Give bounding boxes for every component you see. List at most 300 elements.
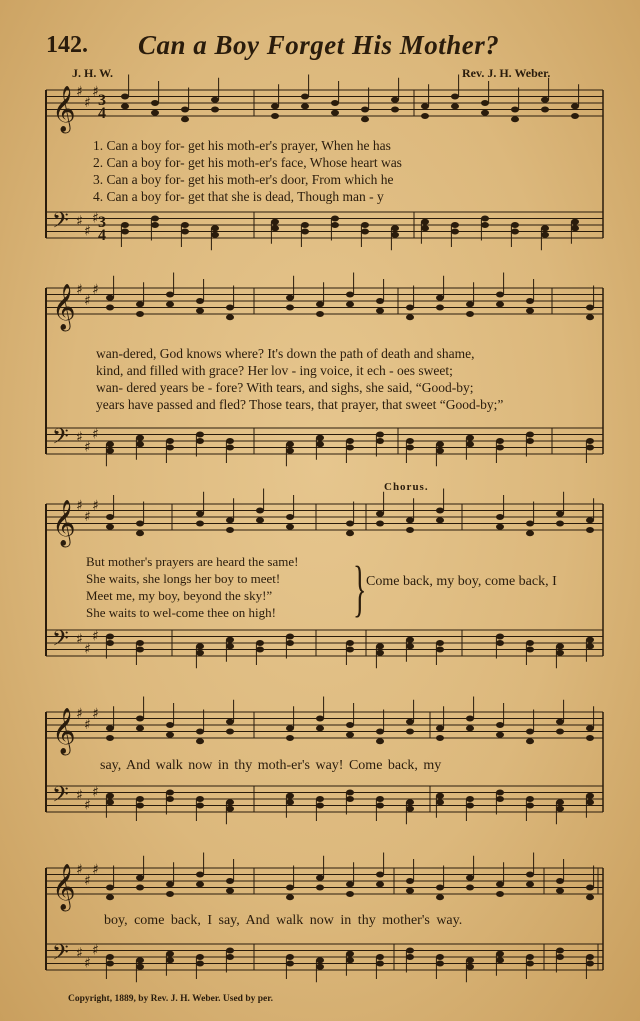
- note-head: [526, 961, 534, 967]
- note-head: [481, 222, 489, 228]
- chorus-label: Chorus.: [384, 481, 429, 493]
- note-head: [166, 292, 174, 298]
- note-head: [211, 225, 219, 231]
- sharp-icon: ♯: [92, 784, 99, 801]
- note-head: [466, 441, 474, 447]
- note-head: [421, 113, 429, 119]
- bass-clef-icon: 𝄢: [52, 940, 69, 971]
- note-head: [556, 806, 564, 812]
- verse-2-line-2: kind, and filled with grace? Her lov - ing voice, it ech - oes sweet;: [96, 363, 453, 378]
- note-head: [226, 878, 234, 884]
- sharp-icon: ♯: [84, 797, 91, 814]
- note-head: [406, 729, 414, 735]
- note-head: [466, 875, 474, 881]
- note-head: [376, 511, 384, 517]
- note-head: [466, 885, 474, 891]
- note-head: [376, 803, 384, 809]
- note-head: [106, 725, 114, 731]
- note-head: [181, 222, 189, 228]
- chorus-line-3: boy, come back, I say, And walk now in thy mother's way.: [104, 913, 463, 928]
- note-head: [196, 643, 204, 649]
- treble-clef-icon: 𝄞: [52, 864, 76, 910]
- note-head: [106, 295, 114, 301]
- note-head: [346, 790, 354, 796]
- verse-3-line-2: wan- dered years be - fore? With tears, and sighs, she said, “Good-by;: [96, 380, 474, 395]
- note-head: [526, 803, 534, 809]
- note-head: [361, 116, 369, 122]
- note-head: [421, 219, 429, 225]
- sharp-icon: ♯: [76, 429, 83, 446]
- note-head: [586, 961, 594, 967]
- note-head: [331, 100, 339, 106]
- note-head: [346, 292, 354, 298]
- note-head: [196, 511, 204, 517]
- note-head: [136, 521, 144, 527]
- sharp-icon: ♯: [92, 426, 99, 443]
- note-head: [136, 796, 144, 802]
- sharp-icon: ♯: [84, 641, 91, 658]
- note-head: [346, 445, 354, 451]
- note-head: [466, 301, 474, 307]
- note-head: [571, 103, 579, 109]
- note-head: [331, 110, 339, 116]
- note-head: [466, 725, 474, 731]
- note-head: [286, 725, 294, 731]
- note-head: [316, 875, 324, 881]
- note-head: [496, 951, 504, 957]
- bass-clef-icon: 𝄢: [52, 782, 69, 813]
- note-head: [196, 961, 204, 967]
- verse-brace: }: [353, 555, 367, 623]
- note-head: [436, 961, 444, 967]
- note-head: [301, 103, 309, 109]
- note-head: [586, 445, 594, 451]
- note-head: [406, 806, 414, 812]
- note-head: [316, 803, 324, 809]
- note-head: [316, 725, 324, 731]
- note-head: [166, 301, 174, 307]
- note-head: [586, 517, 594, 523]
- note-head: [196, 432, 204, 438]
- sharp-icon: ♯: [84, 716, 91, 733]
- note-head: [286, 894, 294, 900]
- note-head: [271, 113, 279, 119]
- note-head: [286, 799, 294, 805]
- note-head: [136, 885, 144, 891]
- note-head: [286, 448, 294, 454]
- note-head: [196, 521, 204, 527]
- note-head: [406, 517, 414, 523]
- note-head: [496, 634, 504, 640]
- note-head: [496, 790, 504, 796]
- note-head: [526, 438, 534, 444]
- note-head: [166, 881, 174, 887]
- note-head: [556, 729, 564, 735]
- note-head: [376, 432, 384, 438]
- note-head: [466, 311, 474, 317]
- note-head: [526, 796, 534, 802]
- note-head: [256, 640, 264, 646]
- sharp-icon: ♯: [84, 439, 91, 456]
- note-head: [376, 796, 384, 802]
- note-head: [586, 885, 594, 891]
- sharp-icon: ♯: [92, 705, 99, 722]
- note-head: [526, 521, 534, 527]
- note-head: [346, 647, 354, 653]
- note-head: [196, 954, 204, 960]
- verse-2-line-1: 2. Can a boy for- get his moth-er's face, Whose heart was: [93, 155, 402, 170]
- note-head: [346, 881, 354, 887]
- note-head: [211, 232, 219, 238]
- note-head: [571, 225, 579, 231]
- note-head: [106, 735, 114, 741]
- note-head: [121, 103, 129, 109]
- note-head: [106, 634, 114, 640]
- note-head: [196, 438, 204, 444]
- note-head: [136, 647, 144, 653]
- note-head: [166, 790, 174, 796]
- note-head: [211, 107, 219, 113]
- note-head: [136, 301, 144, 307]
- note-head: [346, 796, 354, 802]
- note-head: [331, 216, 339, 222]
- note-head: [466, 957, 474, 963]
- chorus-line-1: Come back, my boy, come back, I: [366, 574, 557, 589]
- note-head: [346, 640, 354, 646]
- note-head: [106, 961, 114, 967]
- note-head: [346, 732, 354, 738]
- note-head: [406, 948, 414, 954]
- note-head: [511, 116, 519, 122]
- note-head: [196, 881, 204, 887]
- verse-4-line-2: years have passed and fled? Those tears, that prayer, that sweet “Good-by;”: [96, 397, 504, 412]
- note-head: [556, 719, 564, 725]
- note-head: [226, 517, 234, 523]
- note-head: [496, 891, 504, 897]
- note-head: [226, 954, 234, 960]
- note-head: [106, 441, 114, 447]
- sharp-icon: ♯: [76, 631, 83, 648]
- note-head: [106, 640, 114, 646]
- note-head: [316, 964, 324, 970]
- note-head: [556, 650, 564, 656]
- note-head: [391, 107, 399, 113]
- note-head: [496, 301, 504, 307]
- note-head: [436, 954, 444, 960]
- note-head: [286, 305, 294, 311]
- note-head: [316, 716, 324, 722]
- note-head: [286, 640, 294, 646]
- note-head: [316, 957, 324, 963]
- note-head: [481, 100, 489, 106]
- note-head: [136, 875, 144, 881]
- note-head: [526, 954, 534, 960]
- note-head: [451, 103, 459, 109]
- note-head: [496, 796, 504, 802]
- note-head: [346, 521, 354, 527]
- note-head: [256, 508, 264, 514]
- note-head: [436, 508, 444, 514]
- note-head: [496, 445, 504, 451]
- note-head: [526, 530, 534, 536]
- note-head: [421, 103, 429, 109]
- note-head: [556, 511, 564, 517]
- note-head: [301, 94, 309, 100]
- note-head: [271, 225, 279, 231]
- note-head: [496, 524, 504, 530]
- note-head: [196, 738, 204, 744]
- note-head: [466, 803, 474, 809]
- note-head: [136, 725, 144, 731]
- note-head: [436, 793, 444, 799]
- note-head: [226, 305, 234, 311]
- note-head: [376, 650, 384, 656]
- note-head: [376, 729, 384, 735]
- note-head: [466, 796, 474, 802]
- note-head: [496, 957, 504, 963]
- note-head: [106, 799, 114, 805]
- note-head: [226, 438, 234, 444]
- note-head: [541, 97, 549, 103]
- words-credit: J. H. W.: [72, 66, 114, 80]
- note-head: [421, 225, 429, 231]
- note-head: [436, 647, 444, 653]
- sharp-icon: ♯: [92, 497, 99, 514]
- note-head: [271, 103, 279, 109]
- note-head: [136, 441, 144, 447]
- note-head: [151, 216, 159, 222]
- note-head: [496, 514, 504, 520]
- note-head: [196, 729, 204, 735]
- note-head: [436, 448, 444, 454]
- note-head: [316, 301, 324, 307]
- note-head: [136, 311, 144, 317]
- sharp-icon: ♯: [84, 94, 91, 111]
- note-head: [136, 435, 144, 441]
- note-head: [196, 298, 204, 304]
- note-head: [526, 872, 534, 878]
- note-head: [361, 107, 369, 113]
- note-head: [391, 97, 399, 103]
- note-head: [556, 948, 564, 954]
- note-head: [406, 888, 414, 894]
- note-head: [586, 314, 594, 320]
- note-head: [166, 438, 174, 444]
- verse-1-line-1: 1. Can a boy for- get his moth-er's prayer, When he has: [93, 138, 391, 153]
- note-head: [166, 445, 174, 451]
- note-head: [166, 732, 174, 738]
- note-head: [226, 806, 234, 812]
- treble-clef-icon: 𝄞: [52, 500, 76, 546]
- note-head: [406, 314, 414, 320]
- note-head: [196, 796, 204, 802]
- chorus-line-2: say, And walk now in thy moth-er's way! Come back, my: [100, 758, 442, 773]
- time-signature-bottom: 4: [98, 227, 106, 244]
- note-head: [316, 796, 324, 802]
- note-head: [226, 888, 234, 894]
- note-head: [106, 894, 114, 900]
- note-head: [436, 735, 444, 741]
- treble-clef-icon: 𝄞: [52, 86, 76, 132]
- note-head: [556, 888, 564, 894]
- note-head: [196, 308, 204, 314]
- note-head: [121, 229, 129, 235]
- note-head: [586, 954, 594, 960]
- note-head: [556, 878, 564, 884]
- note-head: [196, 650, 204, 656]
- sharp-icon: ♯: [76, 84, 83, 100]
- note-head: [526, 640, 534, 646]
- note-head: [586, 438, 594, 444]
- note-head: [196, 872, 204, 878]
- note-head: [511, 229, 519, 235]
- note-head: [526, 432, 534, 438]
- note-head: [406, 305, 414, 311]
- note-head: [181, 116, 189, 122]
- note-head: [526, 738, 534, 744]
- note-head: [571, 219, 579, 225]
- note-head: [226, 445, 234, 451]
- note-head: [181, 229, 189, 235]
- note-head: [181, 107, 189, 113]
- note-head: [226, 637, 234, 643]
- note-head: [451, 229, 459, 235]
- treble-clef-icon: 𝄞: [52, 284, 76, 330]
- note-head: [586, 637, 594, 643]
- note-head: [136, 964, 144, 970]
- sharp-icon: ♯: [76, 213, 83, 230]
- note-head: [151, 100, 159, 106]
- note-head: [406, 799, 414, 805]
- sharp-icon: ♯: [76, 787, 83, 804]
- note-head: [586, 894, 594, 900]
- time-signature-top: 3: [98, 92, 106, 109]
- note-head: [526, 881, 534, 887]
- note-head: [406, 527, 414, 533]
- note-head: [406, 719, 414, 725]
- music-credit: Rev. J. H. Weber.: [462, 66, 551, 80]
- note-head: [526, 729, 534, 735]
- note-head: [166, 891, 174, 897]
- note-head: [136, 640, 144, 646]
- note-head: [286, 961, 294, 967]
- note-head: [586, 305, 594, 311]
- note-head: [346, 891, 354, 897]
- note-head: [226, 948, 234, 954]
- note-head: [316, 885, 324, 891]
- note-head: [226, 799, 234, 805]
- note-head: [106, 954, 114, 960]
- note-head: [136, 957, 144, 963]
- note-head: [256, 517, 264, 523]
- note-head: [316, 435, 324, 441]
- time-signature-top: 3: [98, 214, 106, 231]
- note-head: [106, 885, 114, 891]
- note-head: [136, 530, 144, 536]
- note-head: [316, 311, 324, 317]
- note-head: [136, 803, 144, 809]
- note-head: [361, 222, 369, 228]
- note-head: [496, 732, 504, 738]
- note-head: [376, 738, 384, 744]
- sharp-icon: ♯: [76, 498, 83, 514]
- note-head: [226, 643, 234, 649]
- note-head: [586, 793, 594, 799]
- note-head: [286, 441, 294, 447]
- note-head: [151, 110, 159, 116]
- sharp-icon: ♯: [92, 210, 99, 227]
- sharp-icon: ♯: [76, 945, 83, 962]
- note-head: [376, 872, 384, 878]
- note-head: [436, 894, 444, 900]
- bass-clef-icon: 𝄢: [52, 626, 69, 657]
- sharp-icon: ♯: [76, 706, 83, 722]
- bass-clef-icon: 𝄢: [52, 208, 69, 239]
- note-head: [541, 225, 549, 231]
- note-head: [301, 222, 309, 228]
- sharp-icon: ♯: [92, 861, 99, 878]
- note-head: [451, 222, 459, 228]
- note-head: [346, 530, 354, 536]
- note-head: [436, 441, 444, 447]
- note-head: [541, 232, 549, 238]
- note-head: [376, 954, 384, 960]
- sharp-icon: ♯: [76, 862, 83, 878]
- note-head: [211, 97, 219, 103]
- note-head: [331, 222, 339, 228]
- note-head: [556, 521, 564, 527]
- treble-clef-icon: 𝄞: [52, 708, 76, 754]
- note-head: [466, 716, 474, 722]
- note-head: [586, 799, 594, 805]
- note-head: [286, 524, 294, 530]
- time-signature-bottom: 4: [98, 105, 106, 122]
- note-head: [121, 94, 129, 100]
- note-head: [121, 222, 129, 228]
- note-head: [406, 954, 414, 960]
- note-head: [391, 232, 399, 238]
- note-head: [106, 514, 114, 520]
- note-head: [346, 957, 354, 963]
- verse-4-line-1: 4. Can a boy for- get that she is dead, Though man - y: [93, 189, 384, 204]
- sharp-icon: ♯: [92, 628, 99, 645]
- note-head: [376, 298, 384, 304]
- note-head: [556, 643, 564, 649]
- note-head: [496, 438, 504, 444]
- note-head: [436, 517, 444, 523]
- note-head: [466, 964, 474, 970]
- note-head: [166, 951, 174, 957]
- note-head: [526, 298, 534, 304]
- note-head: [166, 796, 174, 802]
- sharp-icon: ♯: [92, 942, 99, 959]
- sharp-icon: ♯: [92, 83, 99, 100]
- note-head: [511, 222, 519, 228]
- hymn-title: Can a Boy Forget His Mother?: [138, 30, 500, 60]
- note-head: [556, 954, 564, 960]
- note-head: [286, 514, 294, 520]
- note-head: [406, 438, 414, 444]
- note-head: [286, 634, 294, 640]
- note-head: [586, 527, 594, 533]
- note-head: [286, 793, 294, 799]
- copyright-footer: Copyright, 1889, by Rev. J. H. Weber. Used by per.: [68, 994, 273, 1004]
- bass-clef-icon: 𝄢: [52, 424, 69, 455]
- verse-3-line-1: 3. Can a boy for- get his moth-er's door, From which he: [93, 172, 394, 187]
- note-head: [226, 729, 234, 735]
- hymn-number: 142.: [46, 32, 88, 58]
- note-head: [106, 448, 114, 454]
